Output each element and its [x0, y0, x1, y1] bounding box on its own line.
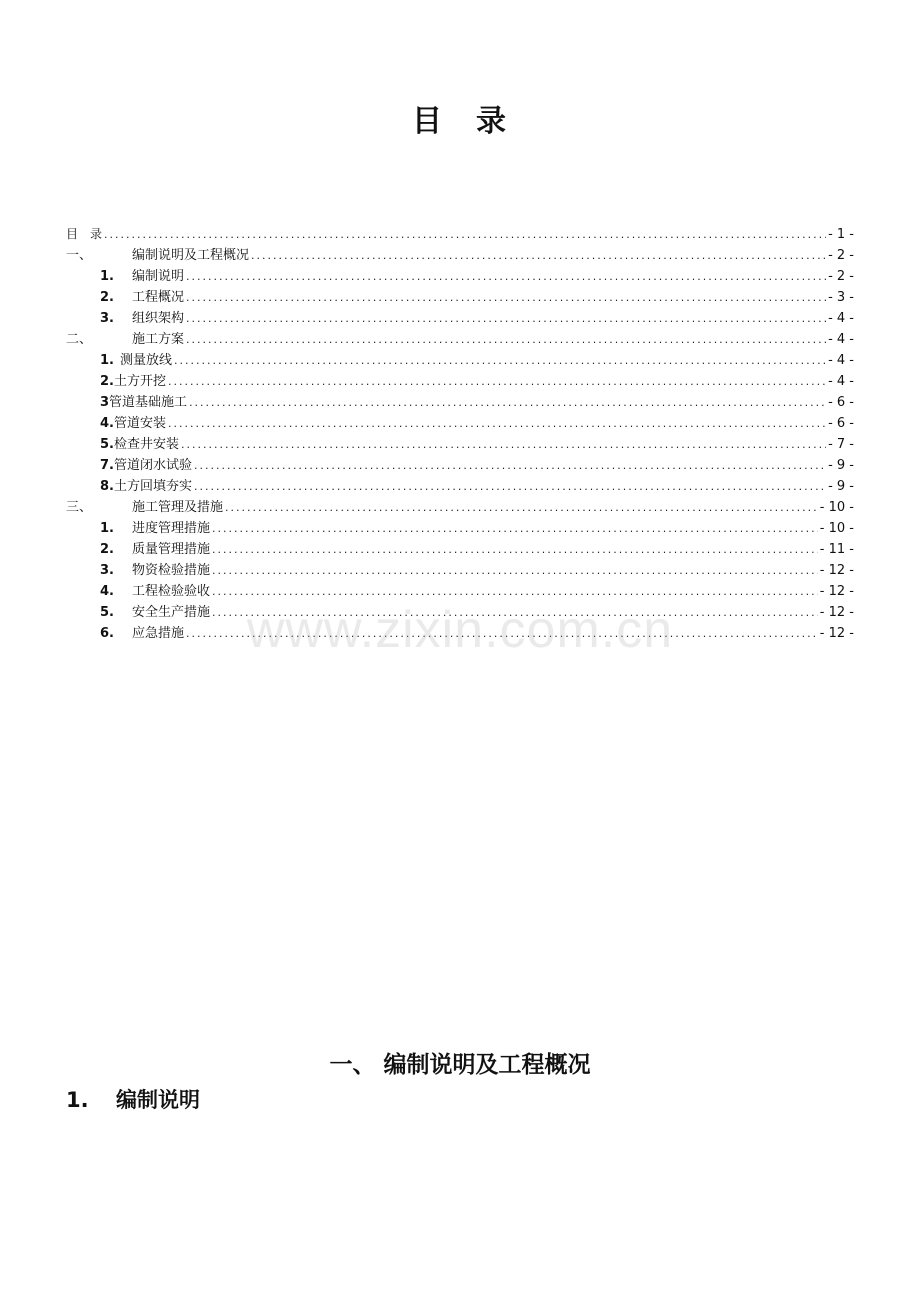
toc-number: 1.: [100, 521, 114, 536]
toc-label: 物资检验措施: [132, 563, 211, 578]
toc-page: - 6 -: [828, 416, 854, 431]
toc-number: 一、: [66, 248, 93, 263]
toc-label: 应急措施: [132, 626, 185, 641]
toc-row-3[interactable]: [66, 287, 854, 308]
toc-label: 组织架构: [132, 311, 185, 326]
toc-row-8[interactable]: [66, 392, 854, 413]
toc-label: 质量管理措施: [132, 542, 211, 557]
toc-number: 1.: [100, 353, 114, 368]
toc-row-11[interactable]: [66, 455, 854, 476]
toc-leader: [104, 224, 826, 245]
toc-page: - 11 -: [819, 542, 854, 557]
sub-heading-label: 编制说明: [116, 1088, 200, 1112]
toc-label: 土方开挖: [113, 374, 166, 389]
toc-leader: [212, 539, 818, 560]
toc-row-5[interactable]: [66, 329, 854, 350]
toc-row-0[interactable]: [66, 224, 854, 245]
toc-title: 目 录: [412, 104, 508, 139]
toc-row-19[interactable]: [66, 623, 854, 644]
toc-row-13[interactable]: [66, 497, 854, 518]
toc-leader: [194, 455, 826, 476]
toc-leader: [168, 371, 826, 392]
toc-leader: [225, 497, 818, 518]
table-of-contents: [66, 224, 854, 644]
toc-page: - 3 -: [828, 290, 854, 305]
toc-number: 7.: [100, 458, 114, 473]
toc-number: 1.: [100, 269, 114, 284]
toc-page: - 6 -: [828, 395, 854, 410]
sub-heading-number: 1.: [66, 1088, 89, 1112]
toc-number: 2.: [100, 542, 114, 557]
toc-label: 管道基础施工: [109, 395, 188, 410]
toc-row-17[interactable]: [66, 581, 854, 602]
toc-page: - 9 -: [828, 458, 854, 473]
toc-label: 安全生产措施: [132, 605, 211, 620]
toc-label: 施工管理及措施: [132, 500, 224, 515]
toc-page: - 1 -: [828, 227, 854, 242]
toc-number: 6.: [100, 626, 114, 641]
toc-leader: [189, 392, 826, 413]
toc-row-9[interactable]: [66, 413, 854, 434]
toc-leader: [212, 581, 818, 602]
toc-row-12[interactable]: [66, 476, 854, 497]
toc-leader: [186, 329, 826, 350]
toc-page: - 12 -: [819, 584, 854, 599]
toc-row-7[interactable]: [66, 371, 854, 392]
toc-number: 目 录: [66, 227, 103, 241]
toc-label: 施工方案: [132, 332, 185, 347]
toc-page: - 10 -: [819, 521, 854, 536]
toc-leader: [168, 413, 826, 434]
toc-number: 5.: [100, 437, 114, 452]
toc-leader: [251, 245, 826, 266]
toc-number: 4.: [100, 584, 114, 599]
toc-label: 工程概况: [132, 290, 185, 305]
toc-row-10[interactable]: [66, 434, 854, 455]
toc-number: 2.: [100, 290, 114, 305]
toc-label: 编制说明: [132, 269, 185, 284]
toc-page: - 12 -: [819, 626, 854, 641]
toc-row-14[interactable]: [66, 518, 854, 539]
toc-label: 管道闭水试验: [113, 458, 192, 473]
toc-leader: [186, 308, 826, 329]
toc-row-1[interactable]: [66, 245, 854, 266]
toc-page: - 2 -: [828, 269, 854, 284]
toc-number: 三、: [66, 500, 93, 515]
toc-leader: [174, 350, 826, 371]
toc-leader: [186, 266, 826, 287]
toc-page: - 4 -: [828, 353, 854, 368]
toc-row-2[interactable]: [66, 266, 854, 287]
watermark: www.zixin.com.cn: [246, 601, 674, 659]
toc-row-15[interactable]: [66, 539, 854, 560]
toc-number: 3: [100, 395, 110, 410]
toc-number: 5.: [100, 605, 114, 620]
toc-number: 2.: [100, 374, 114, 389]
toc-number: 4.: [100, 416, 114, 431]
toc-row-4[interactable]: [66, 308, 854, 329]
toc-leader: [186, 287, 826, 308]
toc-row-6[interactable]: [66, 350, 854, 371]
toc-leader: [212, 560, 818, 581]
toc-page: - 7 -: [828, 437, 854, 452]
toc-row-18[interactable]: [66, 602, 854, 623]
toc-label: 检查井安装: [113, 437, 179, 452]
toc-page: - 4 -: [828, 332, 854, 347]
toc-label: 管道安装: [113, 416, 166, 431]
toc-number: 3.: [100, 311, 114, 326]
toc-page: - 2 -: [828, 248, 854, 263]
toc-page: - 9 -: [828, 479, 854, 494]
toc-page: - 4 -: [828, 374, 854, 389]
toc-label: 测量放线: [119, 353, 172, 368]
toc-number: 二、: [66, 332, 93, 347]
toc-leader: [194, 476, 826, 497]
toc-number: 8.: [100, 479, 114, 494]
sub-heading: [66, 1084, 200, 1114]
toc-page: - 10 -: [819, 500, 854, 515]
toc-page: - 4 -: [828, 311, 854, 326]
toc-label: 工程检验验收: [132, 584, 211, 599]
toc-page: - 12 -: [819, 605, 854, 620]
toc-page: - 12 -: [819, 563, 854, 578]
toc-leader: [186, 623, 818, 644]
toc-row-16[interactable]: [66, 560, 854, 581]
toc-leader: [212, 518, 818, 539]
toc-label: 编制说明及工程概况: [132, 248, 250, 263]
toc-label: 土方回填夯实: [113, 479, 192, 494]
section-heading: 一、 编制说明及工程概况: [329, 1052, 591, 1078]
toc-number: 3.: [100, 563, 114, 578]
toc-leader: [181, 434, 826, 455]
toc-leader: [212, 602, 818, 623]
toc-label: 进度管理措施: [132, 521, 211, 536]
